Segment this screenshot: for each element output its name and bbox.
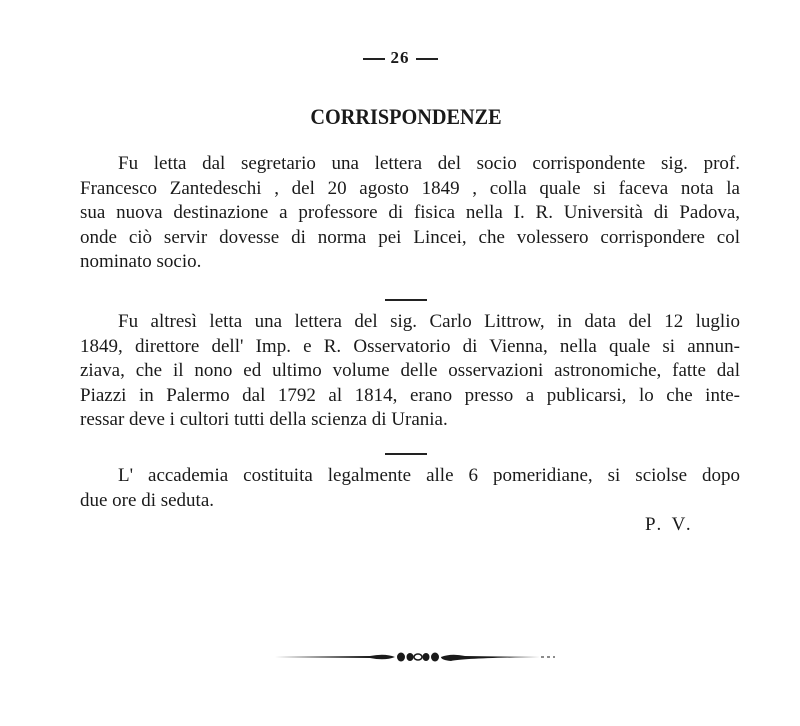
ornament-bead <box>407 653 414 661</box>
paragraph-line: ziava, che il nono ed ultimo volume delle osservazioni astronomiche, fatte dal <box>80 360 740 381</box>
page-number-text: 26 <box>390 48 410 67</box>
page-number-dash-right <box>416 58 438 60</box>
ornament-bead <box>423 653 430 661</box>
ornament-divider <box>275 647 555 667</box>
paragraph-line: Francesco Zantedeschi , del 20 agosto 1849 , colla quale si faceva nota la <box>80 177 740 199</box>
paragraph-line: due ore di seduta. <box>80 489 215 511</box>
ornament-bead <box>414 654 422 660</box>
page-number <box>0 48 800 68</box>
separator-rule <box>385 453 427 455</box>
paragraph-line: Piazzi in Palermo dal 1792 al 1814, erano presso a publicarsi, lo che inte- <box>80 384 740 406</box>
paragraph-littrow-letter <box>80 310 740 433</box>
paragraph-line: Fu letta dal segretario una lettera del socio corrispondente sig. prof. <box>118 153 740 174</box>
paragraph-line: ressar deve i cultori tutti della scienza di Urania. <box>80 409 448 430</box>
section-title: CORRISPONDENZE <box>310 104 502 129</box>
paragraph-line: Fu altresì letta una lettera del sig. Carlo Littrow, in data del 12 luglio <box>118 311 740 332</box>
paragraph-line: onde ciò servir dovesse di norma pei Lincei, che volessero corrispondere col <box>80 226 740 248</box>
page-number-dash-left <box>363 58 385 60</box>
paragraph-line: L' accademia costituita legalmente alle 6 pomeridiane, si sciolse dopo <box>118 465 740 486</box>
ornament-left-spindle <box>275 655 395 660</box>
signature: P. V. <box>645 514 694 535</box>
separator-rule <box>385 299 427 301</box>
paragraph-line: nominato socio. <box>80 251 202 272</box>
paragraph-line: 1849, direttore dell' Imp. e R. Osservatorio di Vienna, nella quale si annun- <box>80 335 740 357</box>
ornament-right-spindle <box>441 655 540 661</box>
paragraph-line: sua nuova destinazione a professore di fisica nella I. R. Università di Padova, <box>80 202 740 223</box>
paragraph-zantedeschi-letter <box>80 152 740 275</box>
ornament-bead <box>397 653 405 662</box>
ornament-bead <box>431 653 439 662</box>
paragraph-session-close <box>80 464 740 513</box>
